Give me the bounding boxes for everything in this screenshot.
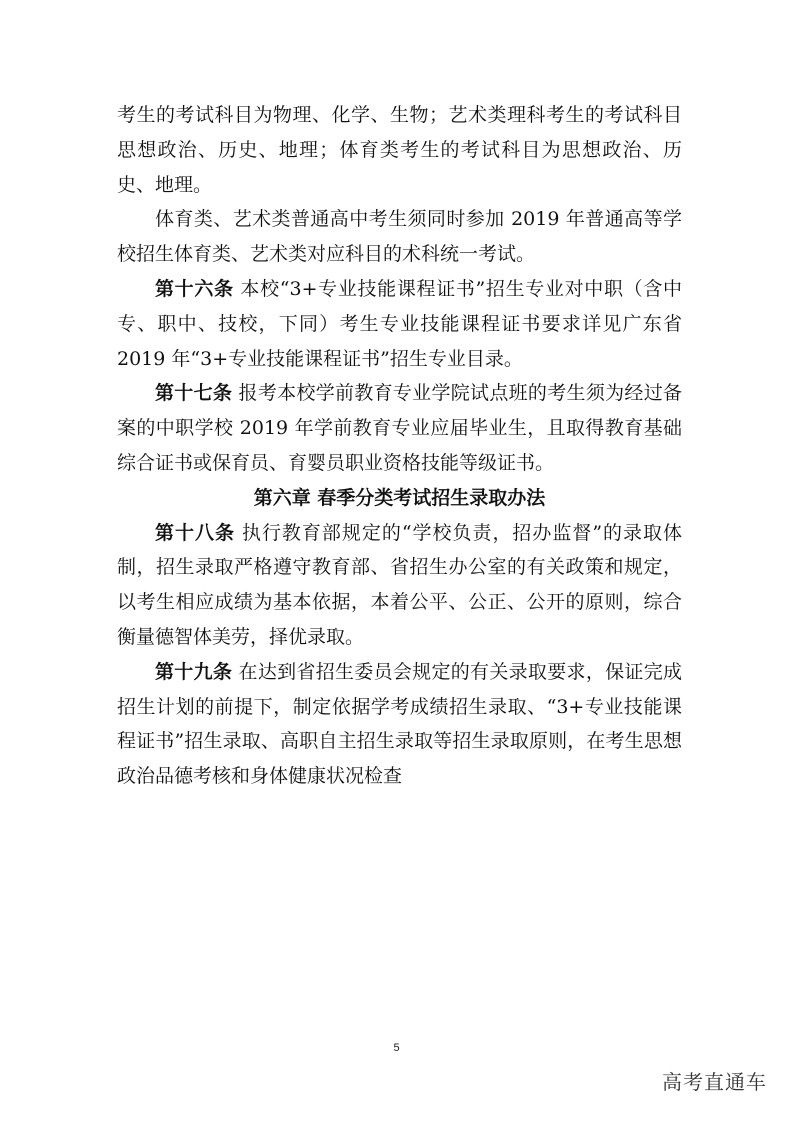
- paragraph-text: 报考本校学前教育专业学院试点班的考生须为经过备案的中职学校 2019 年学前教育专业应届毕业生，且取得教育基础综合证书或保育员、育婴员职业资格技能等级证书。: [117, 382, 682, 474]
- chapter-heading: 第六章 春季分类考试招生录取办法: [253, 486, 546, 509]
- page-number: 5: [393, 1042, 400, 1054]
- paragraph-text: 在达到省招生委员会规定的有关录取要求，保证完成招生计划的前提下，制定依据学考成绩招生录取、“3+专业技能课程证书”招生录取、高职自主招生录取等招生录取原则，在考生思想政治品德考核和身体健康状况检查: [117, 660, 682, 788]
- paragraph-subjects: [117, 98, 682, 202]
- article-19: [117, 655, 682, 794]
- article-number: 第十六条: [155, 277, 234, 300]
- article-number: 第十七条: [155, 382, 233, 405]
- document-page: [117, 98, 682, 794]
- article-18: [117, 516, 682, 655]
- paragraph-text: 体育类、艺术类普通高中考生须同时参加 2019 年普通高等学校招生体育类、艺术类对应科目的术科统一考试。: [117, 208, 682, 266]
- watermark-text: 高考直通车: [662, 1070, 767, 1094]
- article-number: 第十八条: [155, 521, 235, 544]
- article-16: [117, 272, 682, 376]
- paragraph-text: 本校“3+专业技能课程证书”招生专业对中职（含中专、职中、技校，下同）考生专业技能课程证书要求详见广东省 2019 年“3+专业技能课程证书”招生专业目录。: [117, 277, 682, 370]
- paragraph-text: 考生的考试科目为物理、化学、生物；艺术类理科考生的考试科目思想政治、历史、地理；体育类考生的考试科目为思想政治、历史、地理。: [117, 104, 682, 196]
- article-17: [117, 376, 682, 480]
- paragraph-sports-arts-exam: [117, 202, 682, 272]
- article-number: 第十九条: [155, 660, 233, 683]
- paragraph-text: 执行教育部规定的“学校负责，招办监督”的录取体制，招生录取严格遵守教育部、省招生办公室的有关政策和规定，以考生相应成绩为基本依据，本着公平、公正、公开的原则，综合衡量德智体美劳，择优录取。: [117, 521, 682, 648]
